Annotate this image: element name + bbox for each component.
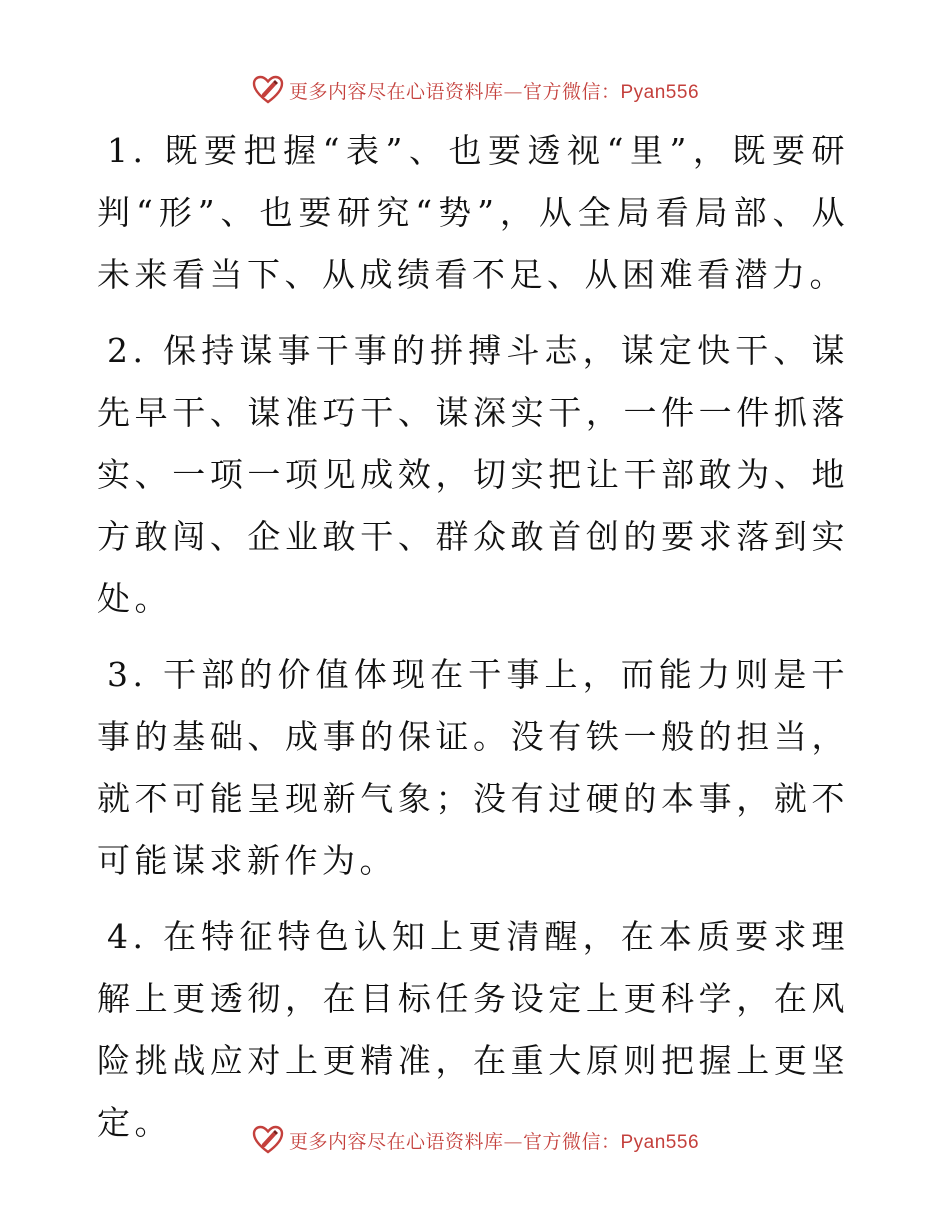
paragraph-4: 4. 在特征特色认知上更清醒，在本质要求理解上更透彻，在目标任务设定上更科学，在风险挑战应对上更精准，在重大原则把握上更坚定。 [97, 917, 849, 1142]
watermark-dash: — [503, 1130, 523, 1153]
watermark-main: 更多内容尽在心语资料库 [288, 1130, 504, 1153]
paragraph-3: 3. 干部的价值体现在干事上，而能力则是干事的基础、成事的保证。没有铁一般的担当，就不可能呈现新气象；没有过硬的本事，就不可能谋求新作为。 [97, 655, 849, 880]
watermark-id: Pyan556 [620, 81, 700, 103]
paragraph-1: 1. 既要把握“表”、也要透视“里”，既要研判“形”、也要研究“势”，从全局看局部、从未来看当下、从成绩看不足、从困难看潜力。 [97, 131, 849, 294]
watermark-main: 更多内容尽在心语资料库 [288, 80, 504, 103]
watermark-id: Pyan556 [620, 1131, 700, 1153]
heart-pen-logo-icon [251, 73, 285, 107]
watermark-text [289, 1127, 699, 1154]
heart-pen-logo-icon [251, 1123, 285, 1157]
document-body [97, 120, 849, 1168]
watermark-sub: 官方微信： [522, 80, 621, 103]
watermark-sub: 官方微信： [522, 1130, 621, 1153]
watermark-dash: — [503, 80, 523, 103]
watermark-text [289, 77, 699, 104]
paragraph-2: 2. 保持谋事干事的拼搏斗志，谋定快干、谋先早干、谋准巧干、谋深实干，一件一件抓落实、一项一项见成效，切实把让干部敢为、地方敢闯、企业敢干、群众敢首创的要求落到实处。 [97, 331, 849, 618]
footer-watermark [0, 1120, 950, 1160]
header-watermark [0, 70, 950, 110]
